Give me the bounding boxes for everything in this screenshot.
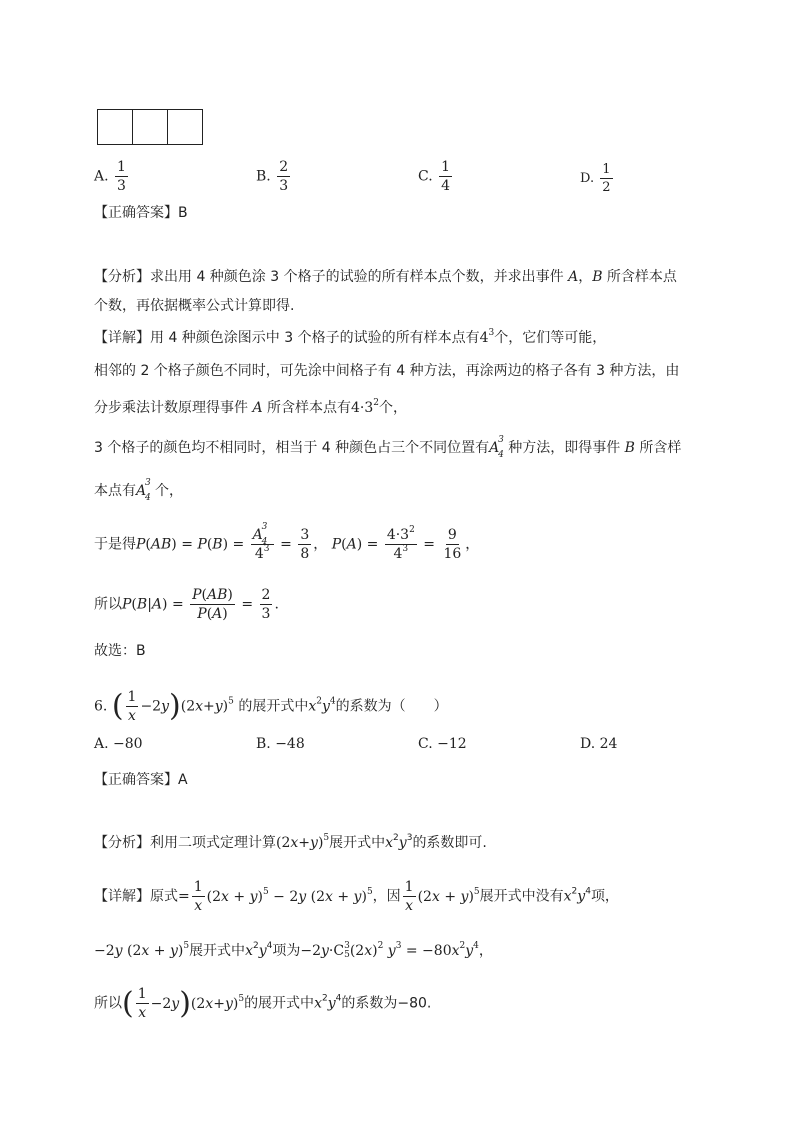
q6-option-b bbox=[256, 737, 305, 751]
q6-answer: 【正确答案】A bbox=[94, 772, 188, 788]
text: 的系数为−80. bbox=[341, 995, 432, 1012]
q5-probability-equation: 于是得P(AB) = P(B) = A 3 4 $4^3$ = $\frac{3}{8}$ ， P(A) = $\frac{4\cdot 3^2}{4^3}$ = $\frac{9}{16}$ ， bbox=[94, 522, 480, 562]
q6-analysis: 【分析】利用二项式定理计算$(2x+y)^5$展开式中$x^2y^3$的系数即可. bbox=[94, 833, 487, 851]
text: 展开式中 bbox=[329, 835, 386, 851]
text: 所含样 bbox=[639, 440, 682, 456]
option-label: B. bbox=[256, 168, 271, 185]
numerator: 1 bbox=[441, 159, 451, 175]
denominator: 3 bbox=[117, 178, 126, 194]
q5-analysis-line2: 个数，再依据概率公式计算即得. bbox=[94, 298, 295, 314]
option-fraction bbox=[439, 160, 452, 193]
q6-detail-line2: −2y $(2x + y)^5$展开式中$x^2y^4$项为−2y·C 3 5 $(2x)^2$ $y^3 = -80x^2y^4$， bbox=[94, 941, 493, 960]
text: ，因 bbox=[372, 888, 401, 905]
q5-detail-line3: 分步乘法计数原理得事件 A 所含样本点有$4\cdot 3^2$个， bbox=[94, 398, 408, 416]
text: 个， bbox=[379, 400, 408, 416]
q5-option-a bbox=[94, 160, 130, 193]
q6-detail-line1: 【详解】原式= $\frac{1}{x}$ $(2x + y)^5 - 2y$ $(2x + y)^5$，因 $\frac{1}{x}$ $(2x + y)^5$展开式中没有$x^2y^4$项， bbox=[94, 879, 619, 914]
option-fraction bbox=[277, 160, 290, 193]
q5-detail-line4: 3 个格子的颜色均不相同时，相当于 4 种颜色占三个不同位置有A 3 4 种方法，即得事件 B 所含样 bbox=[94, 435, 682, 460]
option-value: −48 bbox=[275, 736, 305, 752]
numerator: 1 bbox=[117, 159, 126, 175]
q5-option-d bbox=[580, 163, 615, 194]
three-cell-grid-figure bbox=[97, 109, 203, 145]
option-label: B. bbox=[256, 736, 271, 752]
q5-analysis-line1: 【分析】求出用 4 种颜色涂 3 个格子的试验的所有样本点个数，并求出事件 A，B 所含样本点 bbox=[94, 269, 677, 285]
question-number: 6. bbox=[94, 698, 108, 715]
option-value: −80 bbox=[113, 736, 143, 752]
option-label: D. bbox=[580, 736, 596, 752]
text: 所含样本点有 bbox=[267, 400, 352, 416]
text: 所以 bbox=[94, 596, 122, 613]
q6-stem: 6. ( $\frac{1}{x}$ $-2y)(2x+y)^5$ 的展开式中$x^2y^4$的系数为（ ） bbox=[94, 688, 448, 724]
q5-detail-line5 bbox=[94, 478, 184, 503]
option-label: C. bbox=[418, 168, 433, 185]
text: 3 个格子的颜色均不相同时，相当于 4 种颜色占三个不同位置有 bbox=[94, 440, 490, 456]
numerator: 2 bbox=[279, 159, 289, 175]
option-fraction bbox=[600, 163, 612, 194]
option-label: A. bbox=[94, 168, 109, 185]
text: 本点有 bbox=[94, 483, 136, 499]
text: 的系数即可. bbox=[412, 835, 487, 851]
option-label: A. bbox=[94, 736, 109, 752]
q5-choose: 故选：B bbox=[94, 643, 146, 659]
text: 的展开式中 bbox=[238, 698, 309, 715]
grid-cell bbox=[167, 109, 203, 145]
q5-detail-line1: 【详解】用 4 种颜色涂图示中 3 个格子的试验的所有样本点有$4^3$个，它们等可能， bbox=[94, 328, 607, 346]
text: 【详解】用 4 种颜色涂图示中 3 个格子的试验的所有样本点有 bbox=[94, 330, 480, 346]
grid-cell bbox=[132, 109, 168, 145]
text: 于是得 bbox=[94, 536, 136, 553]
q5-detail-line2: 相邻的 2 个格子颜色不同时，可先涂中间格子有 4 种方法，再涂两边的格子各有 3 种方法，由 bbox=[94, 363, 680, 379]
q6-detail-line3: 所以( $\frac{1}{x}$ $-2y)(2x+y)^5$的展开式中$x^2y^4$的系数为−80. bbox=[94, 985, 432, 1021]
text: 个， bbox=[155, 483, 184, 499]
denominator: 3 bbox=[279, 178, 289, 194]
q6-option-a bbox=[94, 737, 143, 751]
grid-cell bbox=[97, 109, 133, 145]
option-value: 24 bbox=[599, 736, 618, 752]
option-label: C. bbox=[418, 736, 433, 752]
arrangement-symbol: A 3 4 bbox=[489, 435, 504, 460]
q5-conditional-probability: 所以P(B|A) = $\frac{P(AB)}{P(A)}$ = $\frac{2}{3}$ . bbox=[94, 587, 279, 622]
text: 所以 bbox=[94, 995, 122, 1012]
text: 【详解】原式= bbox=[94, 888, 190, 905]
text: 种方法，即得事件 bbox=[508, 440, 621, 456]
q6-option-d bbox=[580, 737, 617, 751]
text: 的展开式中 bbox=[244, 995, 315, 1012]
q6-option-c bbox=[418, 737, 467, 751]
text: 的系数为（ ） bbox=[335, 698, 448, 715]
option-value: −12 bbox=[437, 736, 467, 752]
text: 【分析】求出用 4 种颜色涂 3 个格子的试验的所有样本点个数，并求出事件 bbox=[94, 269, 564, 285]
denominator: 2 bbox=[602, 180, 611, 195]
option-label: D. bbox=[580, 171, 595, 186]
text: 个，它们等可能， bbox=[494, 330, 607, 346]
text: 项为 bbox=[272, 943, 301, 959]
q5-option-c bbox=[418, 160, 454, 193]
text: 展开式中 bbox=[189, 943, 246, 959]
option-fraction bbox=[115, 160, 128, 193]
text: 展开式中没有 bbox=[479, 888, 564, 905]
numerator: 1 bbox=[602, 162, 611, 177]
q5-option-b bbox=[256, 160, 292, 193]
text: 【分析】利用二项式定理计算 bbox=[94, 835, 276, 851]
text: 分步乘法计数原理得事件 bbox=[94, 400, 248, 416]
text: 项， bbox=[590, 888, 619, 905]
q5-answer: 【正确答案】B bbox=[94, 205, 188, 221]
arrangement-symbol: A 3 4 bbox=[136, 478, 151, 503]
denominator: 4 bbox=[441, 178, 451, 194]
